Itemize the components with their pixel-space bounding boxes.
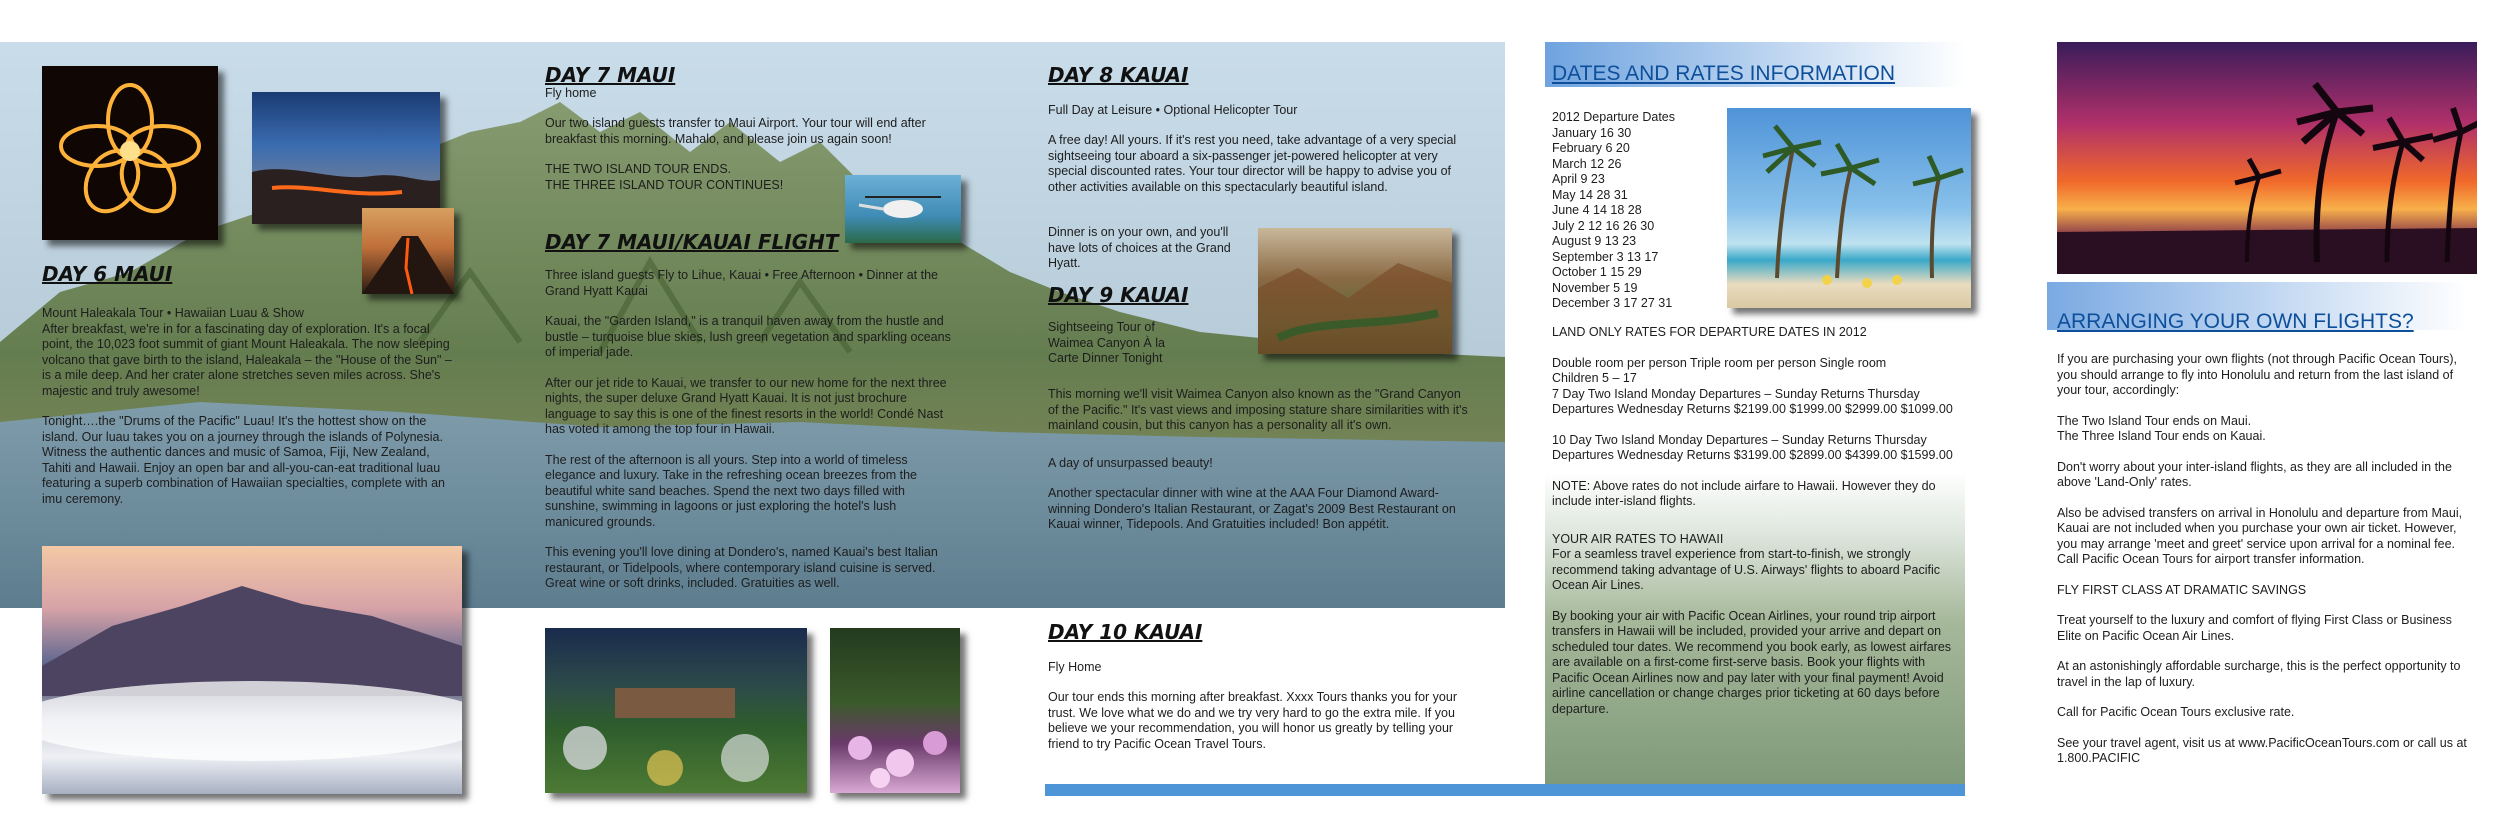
day7-flight-paragraph-2: Kauai, the "Garden Island," is a tranquil haven away from the hustle and bustle – turquoise blue skies, lush green vegetation and sparkling oceans of imperial jade. — [545, 314, 951, 359]
day6-body — [42, 306, 454, 522]
day7-flight-paragraph-1: Three island guests Fly to Lihue, Kauai • Free Afternoon • Dinner at the Grand Hyatt Kauai — [545, 268, 938, 298]
rate-7-day: 7 Day Two Island Monday Departures – Sunday Returns Thursday Departures Wednesday Returns $2199.00 $1999.00 $2999.00 $1099.00 — [1552, 386, 1953, 416]
contact-info: See your travel agent, visit us at www.PacificOceanTours.com or call us at 1.800.PACIFIC — [2057, 735, 2467, 765]
day6-subtitle: Mount Haleakala Tour • Hawaiian Luau & Show — [42, 306, 304, 320]
day6-paragraph-2: Tonight….the "Drums of the Pacific" Luau! It's the hottest show on the island. Our luau takes you on a journey through the islands of Polynesia. Witness the authentic dances and music of Samoa, Fiji, New Zealand, Tahiti and Hawaii. Enjoy an open bar and all-you-can-eat traditional luau featuring a superb combination of Hawaiian specialties, complete with an imu ceremony. — [42, 414, 446, 506]
flights-paragraph-4: Also be advised transfers on arrival in Honolulu and departure from Maui, Kauai are not included when you purchase your own air ticket. However, you may arrange 'meet and greet' service upon arrival for a nominal fee. Call Pacific Ocean Tours for airport transfer information. — [2057, 505, 2463, 566]
day9-subtitle-line-3: Carte Dinner Tonight — [1048, 351, 1163, 365]
footer-blue-bar — [1045, 784, 1965, 796]
day7-flight-paragraph-4: The rest of the afternoon is all yours. Step into a world of timeless elegance and luxury. Take in the refreshing ocean breezes from the beautiful white sand beaches. Spend the next two days filled with sunshine, swimming in lagoons or just exploring the hotel's lush manicured grounds. — [545, 452, 917, 529]
day7-flight-body — [545, 268, 955, 607]
day10-body: Our tour ends this morning after breakfast. Xxxx Tours thanks you for your trust. We love what we do and we try very hard to go the extra mile. If you believe we your recommendation, you will honor us greatly by telling your friend to try Pacific Ocean Travel Tours. — [1048, 690, 1457, 751]
fire-dancer-photo — [42, 66, 218, 240]
departure-month: January 16 30 — [1552, 125, 1632, 140]
departure-month: November 5 19 — [1552, 280, 1638, 295]
resort-garden-photo — [545, 628, 807, 793]
departure-dates-list — [1552, 110, 1717, 312]
departure-month: February 6 20 — [1552, 141, 1630, 155]
day7-flight-paragraph-5: This evening you'll love dining at Dondero's, named Kauai's best Italian restaurant, or Tidelpools, where contemporary island cuisine is served. Great wine or soft drinks, included. Gratuities as well. — [545, 545, 938, 590]
flights-body — [2057, 352, 2472, 782]
palm-beach-photo — [1727, 108, 1971, 308]
day10-heading: DAY 10 KAUAI — [1048, 620, 1203, 644]
room-types: Double room per person Triple room per person Single room — [1552, 355, 1887, 370]
dates-heading: DATES AND RATES INFORMATION — [1552, 62, 1896, 85]
day7-flight-heading: DAY 7 MAUI/KAUAI FLIGHT — [545, 230, 839, 254]
land-only-title: LAND ONLY RATES FOR DEPARTURE DATES IN 2012 — [1552, 325, 1867, 339]
day7-maui-tour-continues: THE THREE ISLAND TOUR CONTINUES! — [545, 177, 784, 192]
departure-month: December 3 17 27 31 — [1552, 296, 1673, 310]
day8-heading: DAY 8 KAUAI — [1048, 63, 1189, 87]
air-rates-paragraph-1: For a seamless travel experience from start-to-finish, we strongly recommend taking advantage of U.S. Airways' flights to aboard Pacific Ocean Air Lines. — [1552, 547, 1941, 592]
airfare-note: NOTE: Above rates do not include airfare to Hawaii. However they do include inter-island flights. — [1552, 478, 1936, 508]
day9-paragraph-1: This morning we'll visit Waimea Canyon also known as the "Grand Canyon of the Pacific." It's vast views and imposing stature share similarities with it's mainland cousin, but this canyon has a personality all it's own. — [1048, 387, 1468, 432]
day9-subtitle-line-1: Sightseeing Tour of — [1048, 320, 1155, 334]
day10-subtitle: Fly Home — [1048, 660, 1102, 674]
departure-month: July 2 12 16 26 30 — [1552, 218, 1655, 233]
departure-month: October 1 15 29 — [1552, 265, 1642, 279]
day7-maui-tour-ends: THE TWO ISLAND TOUR ENDS. — [545, 162, 732, 176]
rates-body — [1552, 325, 1962, 732]
day8-dinner: Dinner is on your own, and you'll have lots of choices at the Grand Hyatt. — [1048, 225, 1231, 270]
departure-month: April 9 23 — [1552, 172, 1605, 186]
helicopter-photo — [845, 175, 961, 243]
day9-paragraph-2: A day of unsurpassed beauty! — [1048, 455, 1213, 470]
waimea-canyon-photo — [1258, 228, 1452, 354]
departure-month: June 4 14 18 28 — [1552, 203, 1642, 217]
flights-paragraph-7: At an astonishingly affordable surcharge, this is the perfect opportunity to travel in the lap of luxury. — [2057, 659, 2461, 689]
departure-dates-title: 2012 Departure Dates — [1552, 110, 1675, 124]
departure-month: May 14 28 31 — [1552, 187, 1628, 202]
lava-ocean-photo — [252, 92, 440, 224]
day6-heading: DAY 6 MAUI — [42, 262, 173, 286]
flights-paragraph-3: Don't worry about your inter-island flights, as they are all included in the above 'Land-Only' rates. — [2057, 459, 2452, 489]
two-island-ends: The Two Island Tour ends on Maui. — [2057, 413, 2252, 428]
day7-maui-paragraph-1: Our two island guests transfer to Maui Airport. Your tour will end after breakfast this morning. Mahalo, and please join us again soon! — [545, 116, 926, 146]
day9-paragraph-3: Another spectacular dinner with wine at the AAA Four Diamond Award-winning Dondero's Italian Restaurant, or Zagat's 2009 Best Restaurant on Kauai winner, Tidepools. And Gratuities included! Bon appétit. — [1048, 486, 1456, 531]
sunset-palms-photo — [2057, 42, 2477, 274]
flights-paragraph-6: Treat yourself to the luxury and comfort of flying First Class or Business Elite on Pacific Ocean Air Lines. — [2057, 613, 2452, 643]
day7-maui-heading: DAY 7 MAUI — [545, 63, 676, 87]
rate-10-day: 10 Day Two Island Monday Departures – Sunday Returns Thursday Departures Wednesday Returns $3199.00 $2899.00 $4399.00 $1599.00 — [1552, 432, 1953, 462]
departure-month: September 3 13 17 — [1552, 249, 1659, 264]
flights-paragraph-1: If you are purchasing your own flights (not through Pacific Ocean Tours), you should arrange to fly into Honolulu and return from the last island of your tour, accordingly: — [2057, 352, 2457, 397]
haleakala-crater-photo — [42, 546, 462, 794]
day9-body — [1048, 387, 1468, 548]
air-rates-paragraph-2: By booking your air with Pacific Ocean Airlines, your round trip airport transfers in Hawaii will be included, provided your arrive and depart on scheduled tour dates. We recommend you book early, as lowest airfares are available on a first-come first-serve basis. Book your flights with Pacific Ocean Airlines now and pay later with your final payment! Avoid airline cancellation or change charges prior ticketing at 60 days before departure. — [1552, 608, 1952, 716]
orchids-photo — [830, 628, 960, 793]
day8-body — [1048, 133, 1458, 210]
day9-subtitle-line-2: Waimea Canyon À la — [1048, 335, 1165, 350]
flights-paragraph-8: Call for Pacific Ocean Tours exclusive rate. — [2057, 705, 2295, 719]
flights-heading: ARRANGING YOUR OWN FLIGHTS? — [2057, 310, 2414, 333]
first-class-title: FLY FIRST CLASS AT DRAMATIC SAVINGS — [2057, 582, 2307, 597]
day7-maui-subtitle: Fly home — [545, 86, 597, 100]
departure-month: March 12 26 — [1552, 156, 1622, 171]
day8-subtitle: Full Day at Leisure • Optional Helicopter Tour — [1048, 103, 1298, 117]
day8-paragraph-1: A free day! All yours. If it's rest you need, take advantage of a very special sightseeing tour aboard a six-passenger jet-powered helicopter at very special discounted rates. Your tour director will be happy to advise you of other activities available on this spectacularly beautiful island. — [1048, 133, 1457, 194]
day9-heading: DAY 9 KAUAI — [1048, 283, 1189, 307]
three-island-ends: The Three Island Tour ends on Kauai. — [2057, 429, 2266, 443]
air-rates-title: YOUR AIR RATES TO HAWAII — [1552, 531, 1724, 546]
departure-month: August 9 13 23 — [1552, 234, 1637, 248]
volcano-eruption-photo — [362, 208, 454, 294]
day9-subtitle — [1048, 320, 1253, 367]
day7-flight-paragraph-3: After our jet ride to Kauai, we transfer to our new home for the next three nights, the super deluxe Grand Hyatt Kauai. It is not just brochure language to say this is one of the finest resorts in the world! Condé Nast has voted it among the top four in Hawaii. — [545, 375, 947, 436]
children-note: Children 5 – 17 — [1552, 371, 1637, 385]
day6-paragraph-1: After breakfast, we're in for a fascinating day of exploration. It's a focal point, the 10,023 foot summit of giant Mount Haleakala. The now sleeping volcano that gave birth to the island, Haleakala – the "House of the Sun" – is a mile deep. And her crater alone stretches seven miles across. She's majestic and truly awesome! — [42, 321, 452, 398]
